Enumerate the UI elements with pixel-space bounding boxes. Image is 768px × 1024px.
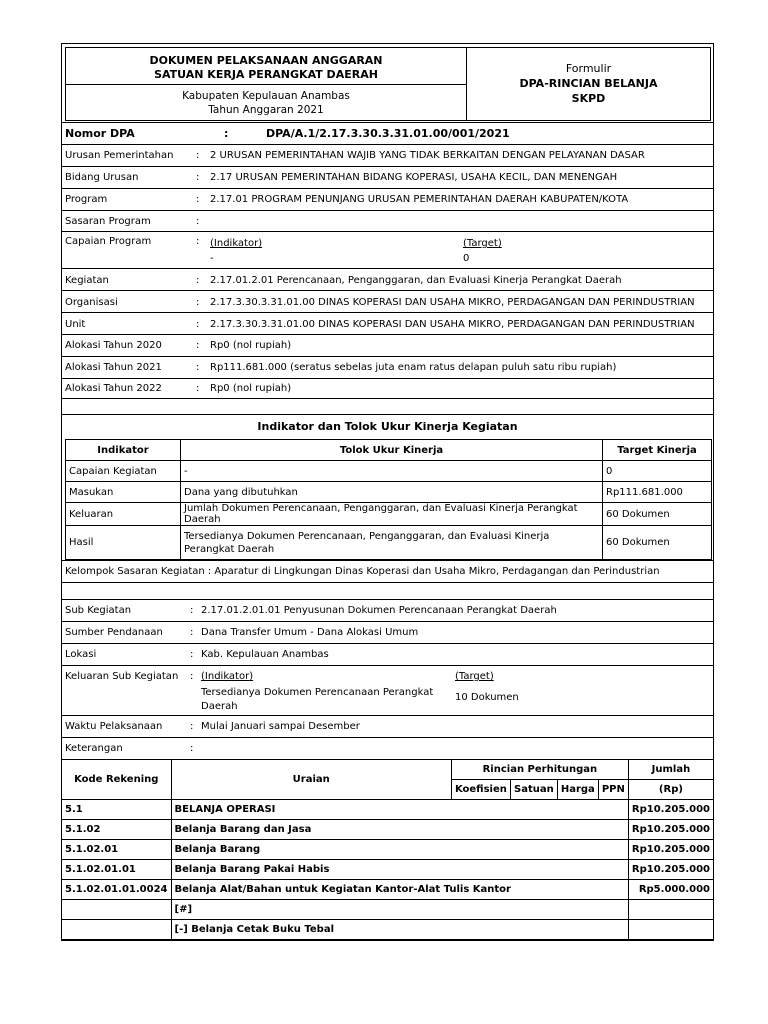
- table-row: [-] Belanja Cetak Buku Tebal: [62, 920, 714, 940]
- info-row: Alokasi Tahun 2022 : Rp0 (nol rupiah): [62, 378, 713, 398]
- info-row: Kegiatan : 2.17.01.2.01 Perencanaan, Penganggaran, dan Evaluasi Kinerja Perangkat Daerah: [62, 268, 713, 290]
- table-row: 5.1.02.01.01 Belanja Barang Pakai Habis Rp10.205.000: [62, 860, 714, 880]
- form-unit: SKPD: [571, 92, 606, 105]
- table-row: 5.1.02 Belanja Barang dan Jasa Rp10.205.000: [62, 820, 714, 840]
- sub-row: Keterangan :: [62, 737, 713, 759]
- nomor-dpa-row: Nomor DPA : DPA/A.1/2.17.3.30.3.31.01.00/001/2021: [62, 122, 713, 144]
- info-row: Alokasi Tahun 2020 : Rp0 (nol rupiah): [62, 334, 713, 356]
- dpa-document: [61, 43, 714, 941]
- doc-title-1: DOKUMEN PELAKSANAAN ANGGARAN: [149, 54, 383, 67]
- sub-row: Lokasi : Kab. Kepulauan Anambas: [62, 643, 713, 665]
- sub-row: Waktu Pelaksanaan : Mulai Januari sampai Desember: [62, 715, 713, 737]
- indikator-section-title: Indikator dan Tolok Ukur Kinerja Kegiatan: [257, 420, 518, 433]
- header-left: [65, 47, 467, 121]
- form-name: DPA-RINCIAN BELANJA: [519, 77, 658, 90]
- rekening-table: Kode Rekening Uraian Rincian Perhitungan Jumlah Koefisien Satuan Harga PPN (Rp) 5.1 BELANJA OPERASI Rp10.205.000 5.1.02 Belanja Barang dan Jasa Rp10.205.000 5.1.02.01 Belanja Barang Rp10.205.000 5.1.02.01.01 Belanja Barang Pakai Habis Rp10.205.000 5.1.02.01.01.0024 Belanja Alat/Bahan untuk Kegiatan Kantor-Alat Tulis Kantor Rp5.000.000 [#] [-] Belanja Cetak Buku Tebal: [61, 759, 714, 940]
- region: Kabupaten Kepulauan Anambas: [182, 90, 350, 102]
- info-row: Urusan Pemerintahan : 2 URUSAN PEMERINTAHAN WAJIB YANG TIDAK BERKAITAN DENGAN PELAYANAN DASAR: [62, 144, 713, 166]
- table-row: 5.1.02.01.01.0024 Belanja Alat/Bahan untuk Kegiatan Kantor-Alat Tulis Kantor Rp5.000.000: [62, 880, 714, 900]
- keluaran-sub-row: Keluaran Sub Kegiatan : (Indikator) Tersedianya Dokumen Perencanaan Perangkat Daerah (Target) 10 Dokumen: [62, 665, 713, 715]
- capaian-program-row: Capaian Program : (Indikator) - (Target) 0: [62, 231, 713, 268]
- info-row: Bidang Urusan : 2.17 URUSAN PEMERINTAHAN BIDANG KOPERASI, USAHA KECIL, DAN MENENGAH: [62, 166, 713, 188]
- indikator-section-title-row: [62, 414, 713, 439]
- info-row: Alokasi Tahun 2021 : Rp111.681.000 (seratus sebelas juta enam ratus delapan puluh satu ribu rupiah): [62, 356, 713, 378]
- table-row: 5.1.02.01 Belanja Barang Rp10.205.000: [62, 840, 714, 860]
- info-row: Program : 2.17.01 PROGRAM PENUNJANG URUSAN PEMERINTAHAN DAERAH KABUPATEN/KOTA: [62, 188, 713, 210]
- table-row: [#]: [62, 900, 714, 920]
- doc-title-2: SATUAN KERJA PERANGKAT DAERAH: [154, 68, 378, 81]
- table-row: 5.1 BELANJA OPERASI Rp10.205.000: [62, 800, 714, 820]
- info-row: Unit : 2.17.3.30.3.31.01.00 DINAS KOPERASI DAN USAHA MIKRO, PERDAGANGAN DAN PERINDUSTRIAN: [62, 312, 713, 334]
- fiscal-year: Tahun Anggaran 2021: [208, 104, 324, 116]
- sub-row: Sub Kegiatan : 2.17.01.2.01.01 Penyusunan Dokumen Perencanaan Perangkat Daerah: [62, 599, 713, 621]
- table-row: Hasil Tersedianya Dokumen Perencanaan, Penganggaran, dan Evaluasi Kinerja Perangkat Daerah 60 Dokumen: [66, 526, 712, 560]
- nomor-dpa-value: DPA/A.1/2.17.3.30.3.31.01.00/001/2021: [266, 127, 510, 140]
- kelompok-sasaran-row: [62, 560, 713, 582]
- header-right: [467, 47, 711, 121]
- form-label: Formulir: [565, 62, 612, 75]
- sub-row: Sumber Pendanaan : Dana Transfer Umum - Dana Alokasi Umum: [62, 621, 713, 643]
- indikator-table: Indikator Tolok Ukur Kinerja Target Kinerja Capaian Kegiatan - 0 Masukan Dana yang dibutuhkan Rp111.681.000 Keluaran Jumlah Dokumen Perencanaan, Penganggaran, dan Evaluasi Kinerja Perangkat Daerah 60 Dokumen Hasil Tersedianya Dokumen Perencanaan, Penganggaran, dan Evaluasi Kinerja Perangkat Daerah 60 Dokumen: [65, 439, 712, 560]
- table-row: Masukan Dana yang dibutuhkan Rp111.681.000: [66, 482, 712, 503]
- kelompok-sasaran: Kelompok Sasaran Kegiatan : Aparatur di Lingkungan Dinas Koperasi dan Usaha Mikro, Perdagangan dan Perindustrian: [65, 566, 660, 577]
- nomor-dpa-label: Nomor DPA: [65, 127, 135, 140]
- info-row: Organisasi : 2.17.3.30.3.31.01.00 DINAS KOPERASI DAN USAHA MIKRO, PERDAGANGAN DAN PERINDUSTRIAN: [62, 290, 713, 312]
- table-row: Capaian Kegiatan - 0: [66, 461, 712, 482]
- table-row: Keluaran Jumlah Dokumen Perencanaan, Penganggaran, dan Evaluasi Kinerja Perangkat Daerah 60 Dokumen: [66, 503, 712, 526]
- info-row: Sasaran Program :: [62, 210, 713, 231]
